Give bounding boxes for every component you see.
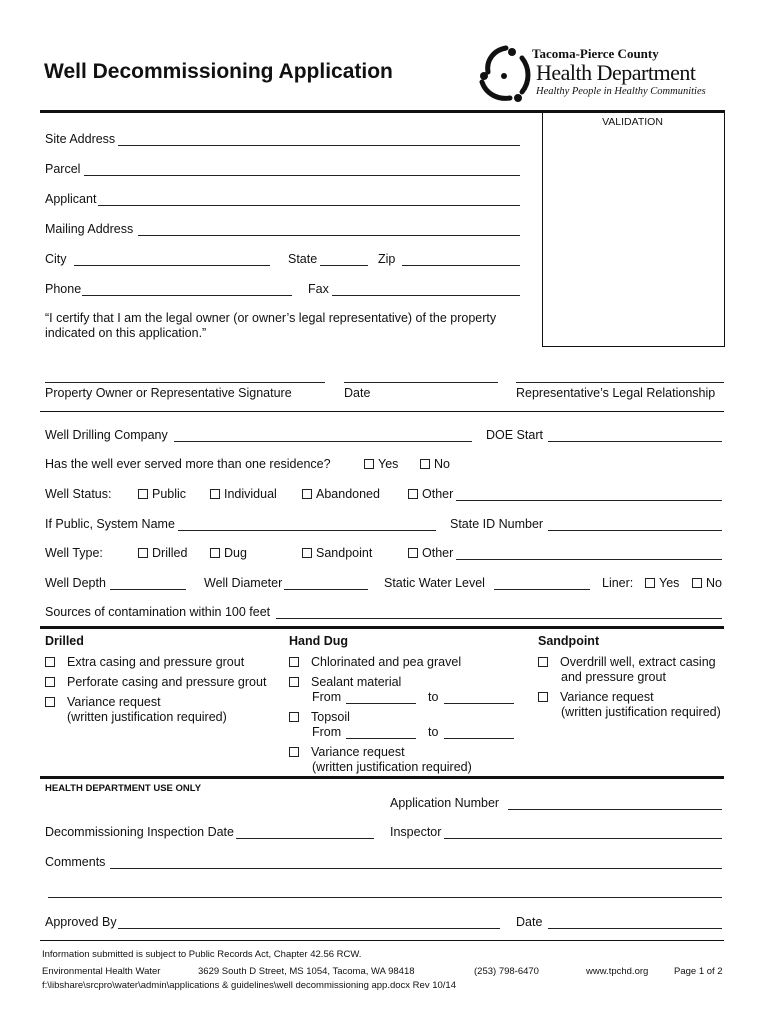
- type-dug-label: Dug: [224, 546, 247, 560]
- sandpoint-option-2-note: (written justification required): [561, 705, 721, 719]
- sandpoint-option-1-note: and pressure grout: [561, 670, 666, 684]
- doe-start-field[interactable]: [548, 441, 722, 442]
- approved-by-field[interactable]: [118, 928, 500, 929]
- logo-tagline: Healthy People in Healthy Communities: [536, 86, 706, 97]
- status-individual-option[interactable]: [210, 487, 277, 501]
- checkbox-icon[interactable]: [45, 657, 55, 667]
- residence-yes-option[interactable]: [364, 457, 398, 471]
- status-abandoned-option[interactable]: [302, 487, 380, 501]
- topsoil-to-label: to: [428, 725, 439, 739]
- relationship-field[interactable]: [516, 382, 724, 383]
- certification-line1: “I certify that I am the legal owner (or owner’s legal representative) of the property: [45, 311, 497, 325]
- liner-no-label: No: [706, 576, 722, 590]
- owner-signature-label: Property Owner or Representative Signature: [45, 386, 292, 400]
- city-field[interactable]: [74, 265, 270, 266]
- topsoil-from-field[interactable]: [346, 738, 416, 739]
- checkbox-icon[interactable]: [645, 578, 655, 588]
- inspection-date-label: Decommissioning Inspection Date: [45, 825, 234, 839]
- city-label: City: [45, 252, 67, 266]
- comments-field[interactable]: [110, 868, 722, 869]
- drilled-option-3-label: Variance request: [67, 695, 161, 709]
- sealant-from-label: From: [312, 690, 342, 704]
- type-drilled-option[interactable]: [138, 546, 187, 560]
- status-other-option[interactable]: [408, 487, 453, 501]
- phone-label: Phone: [45, 282, 82, 296]
- approved-date-label: Date: [516, 915, 543, 929]
- sandpoint-option-2-label: Variance request: [560, 690, 654, 704]
- sandpoint-heading: Sandpoint: [538, 634, 600, 648]
- section-rule-3: [40, 776, 724, 779]
- checkbox-icon[interactable]: [364, 459, 374, 469]
- comments-label: Comments: [45, 855, 106, 869]
- footer-notice: Information submitted is subject to Public Records Act, Chapter 42.56 RCW.: [42, 949, 362, 960]
- validation-box: [542, 110, 725, 347]
- topsoil-to-field[interactable]: [444, 738, 514, 739]
- liner-no-option[interactable]: [692, 576, 722, 590]
- residence-no-label: No: [434, 457, 450, 471]
- contamination-field[interactable]: [276, 618, 722, 619]
- well-depth-field[interactable]: [110, 589, 186, 590]
- checkbox-icon[interactable]: [45, 697, 55, 707]
- footer-program: Environmental Health Water: [42, 966, 161, 977]
- state-field[interactable]: [320, 265, 368, 266]
- checkbox-icon[interactable]: [302, 548, 312, 558]
- type-dug-option[interactable]: [210, 546, 247, 560]
- topsoil-from-label: From: [312, 725, 342, 739]
- hand-dug-option-1[interactable]: [289, 655, 461, 669]
- footer-rule: [40, 940, 724, 941]
- logo-department: Health Department: [536, 60, 696, 85]
- type-other-field[interactable]: [456, 559, 722, 560]
- site-address-field[interactable]: [118, 145, 520, 146]
- hand-dug-option-1-label: Chlorinated and pea gravel: [311, 655, 462, 669]
- drilled-option-2-label: Perforate casing and pressure grout: [67, 675, 267, 689]
- applicant-label: Applicant: [45, 192, 97, 206]
- certification-line2: indicated on this application.”: [45, 326, 207, 340]
- drilling-company-field[interactable]: [174, 441, 472, 442]
- checkbox-icon[interactable]: [289, 712, 299, 722]
- checkbox-icon[interactable]: [289, 657, 299, 667]
- residence-yes-label: Yes: [378, 457, 399, 471]
- relationship-label: Representative’s Legal Relationship: [516, 386, 716, 400]
- application-number-label: Application Number: [390, 796, 500, 810]
- sandpoint-option-2[interactable]: [538, 690, 654, 704]
- drilling-company-label: Well Drilling Company: [45, 428, 168, 442]
- checkbox-icon[interactable]: [408, 489, 418, 499]
- static-water-field[interactable]: [494, 589, 590, 590]
- status-other-label: Other: [422, 487, 454, 501]
- drilled-option-3-note: (written justification required): [67, 710, 227, 724]
- checkbox-icon[interactable]: [138, 489, 148, 499]
- doe-start-label: DOE Start: [486, 428, 543, 442]
- type-sandpoint-option[interactable]: [302, 546, 372, 560]
- well-diameter-label: Well Diameter: [204, 576, 283, 590]
- checkbox-icon[interactable]: [538, 657, 548, 667]
- type-other-label: Other: [422, 546, 454, 560]
- type-sandpoint-label: Sandpoint: [316, 546, 373, 560]
- parcel-field[interactable]: [84, 175, 520, 176]
- drilled-option-1[interactable]: [45, 655, 244, 669]
- system-name-label: If Public, System Name: [45, 517, 175, 531]
- sealant-to-label: to: [428, 690, 439, 704]
- office-use-heading: HEALTH DEPARTMENT USE ONLY: [45, 783, 202, 794]
- fax-field[interactable]: [332, 295, 520, 296]
- owner-signature-field[interactable]: [45, 382, 325, 383]
- zip-label: Zip: [378, 252, 396, 266]
- contamination-label: Sources of contamination within 100 feet: [45, 605, 271, 619]
- zip-field[interactable]: [402, 265, 520, 266]
- residence-question: Has the well ever served more than one residence?: [45, 457, 331, 471]
- hand-dug-option-2-label: Sealant material: [311, 675, 402, 689]
- checkbox-icon[interactable]: [210, 489, 220, 499]
- residence-no-option[interactable]: [420, 457, 450, 471]
- sealant-from-field[interactable]: [346, 703, 416, 704]
- validation-label: VALIDATION: [602, 116, 663, 128]
- hand-dug-option-3[interactable]: [289, 710, 350, 724]
- section-rule-1: [40, 411, 724, 412]
- well-depth-label: Well Depth: [45, 576, 106, 590]
- drilled-option-2[interactable]: [45, 675, 266, 689]
- checkbox-icon[interactable]: [289, 747, 299, 757]
- type-other-option[interactable]: [408, 546, 453, 560]
- hand-dug-option-2[interactable]: [289, 675, 401, 689]
- liner-label: Liner:: [602, 576, 634, 590]
- checkbox-icon[interactable]: [302, 489, 312, 499]
- state-label: State: [288, 252, 318, 266]
- checkbox-icon[interactable]: [538, 692, 548, 702]
- section-rule-2: [40, 626, 724, 629]
- checkbox-icon[interactable]: [289, 677, 299, 687]
- fax-label: Fax: [308, 282, 329, 296]
- well-status-label: Well Status:: [45, 487, 112, 501]
- state-id-field[interactable]: [548, 530, 722, 531]
- inspection-date-field[interactable]: [236, 838, 374, 839]
- state-id-label: State ID Number: [450, 517, 544, 531]
- footer-address: 3629 South D Street, MS 1054, Tacoma, WA 98418: [198, 966, 415, 977]
- status-abandoned-label: Abandoned: [316, 487, 380, 501]
- liner-yes-option[interactable]: [645, 576, 679, 590]
- logo: [476, 42, 736, 106]
- footer-page-number: Page 1 of 2: [674, 966, 723, 977]
- sandpoint-option-1-label: Overdrill well, extract casing: [560, 655, 716, 669]
- phone-field[interactable]: [82, 295, 292, 296]
- approved-by-label: Approved By: [45, 915, 117, 929]
- inspector-label: Inspector: [390, 825, 442, 839]
- hand-dug-option-3-label: Topsoil: [311, 710, 350, 724]
- well-type-label: Well Type:: [45, 546, 103, 560]
- footer-file-path: f:\libshare\srcpro\water\admin\applications & guidelines\well decommissioning app.docx Rev 10/14: [42, 980, 456, 991]
- status-individual-label: Individual: [224, 487, 277, 501]
- applicant-field[interactable]: [98, 205, 520, 206]
- parcel-label: Parcel: [45, 162, 81, 176]
- page-title: Well Decommissioning Application: [44, 60, 393, 83]
- checkbox-icon[interactable]: [408, 548, 418, 558]
- status-public-label: Public: [152, 487, 187, 501]
- sealant-to-field[interactable]: [444, 703, 514, 704]
- system-name-field[interactable]: [178, 530, 436, 531]
- checkbox-icon[interactable]: [420, 459, 430, 469]
- approved-date-field[interactable]: [548, 928, 722, 929]
- site-address-label: Site Address: [45, 132, 116, 146]
- well-diameter-field[interactable]: [284, 589, 368, 590]
- comments-field-2[interactable]: [48, 897, 722, 898]
- drilled-heading: Drilled: [45, 634, 84, 648]
- checkbox-icon[interactable]: [138, 548, 148, 558]
- mailing-address-field[interactable]: [138, 235, 520, 236]
- hand-dug-option-4-label: Variance request: [311, 745, 405, 759]
- signature-date-label: Date: [344, 386, 371, 400]
- static-water-label: Static Water Level: [384, 576, 485, 590]
- hand-dug-option-4[interactable]: [289, 745, 405, 759]
- footer-website: www.tpchd.org: [586, 966, 649, 977]
- status-public-option[interactable]: [138, 487, 186, 501]
- hand-dug-heading: Hand Dug: [289, 634, 349, 648]
- checkbox-icon[interactable]: [45, 677, 55, 687]
- drilled-option-1-label: Extra casing and pressure grout: [67, 655, 245, 669]
- logo-mark-icon: [476, 42, 534, 106]
- logo-county: Tacoma-Pierce County: [532, 46, 659, 61]
- status-other-field[interactable]: [456, 500, 722, 501]
- sandpoint-option-1[interactable]: [538, 655, 716, 669]
- checkbox-icon[interactable]: [210, 548, 220, 558]
- mailing-address-label: Mailing Address: [45, 222, 134, 236]
- type-drilled-label: Drilled: [152, 546, 188, 560]
- signature-date-field[interactable]: [344, 382, 498, 383]
- application-number-field[interactable]: [508, 809, 722, 810]
- checkbox-icon[interactable]: [692, 578, 702, 588]
- footer-phone: (253) 798-6470: [474, 966, 539, 977]
- drilled-option-3[interactable]: [45, 695, 161, 709]
- liner-yes-label: Yes: [659, 576, 680, 590]
- hand-dug-option-4-note: (written justification required): [312, 760, 472, 774]
- inspector-field[interactable]: [444, 838, 722, 839]
